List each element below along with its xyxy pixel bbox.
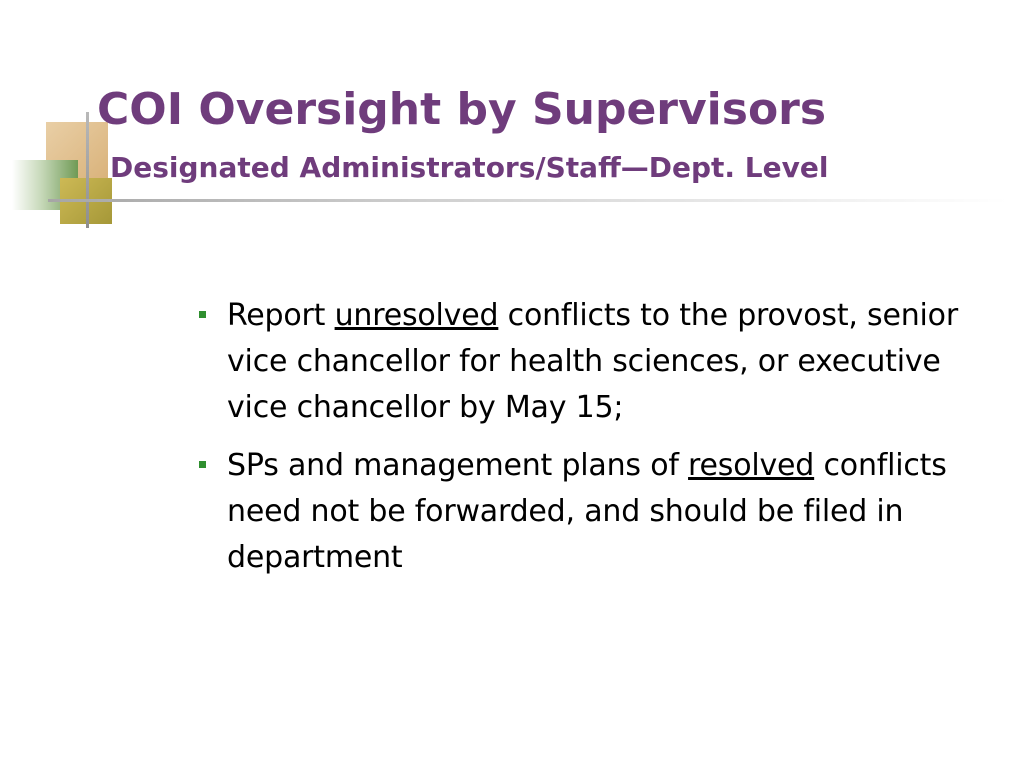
horizontal-rule-decoration — [48, 199, 1008, 202]
slide-subtitle: Designated Administrators/Staff—Dept. Level — [110, 151, 829, 184]
bullet-text — [227, 293, 996, 431]
bullet-text-before: Report — [227, 298, 335, 333]
square-bullet-icon — [199, 311, 206, 318]
bullet-text — [227, 443, 996, 581]
square-bullet-icon — [199, 461, 206, 468]
bullet-list — [196, 293, 996, 593]
bullet-item — [196, 293, 996, 431]
vertical-rule-decoration — [86, 112, 89, 228]
bullet-text-after: conflicts to the provost, senior vice chancellor for health sciences, or executive vice chancellor by May 15; — [227, 298, 958, 425]
bullet-item — [196, 443, 996, 581]
bullet-text-after: conflicts need not be forwarded, and should be filed in department — [227, 448, 947, 575]
bullet-text-before: SPs and management plans of — [227, 448, 689, 483]
slide-title: COI Oversight by Supervisors — [97, 84, 827, 135]
bullet-emphasis: unresolved — [334, 298, 499, 333]
bullet-emphasis: resolved — [688, 448, 815, 483]
